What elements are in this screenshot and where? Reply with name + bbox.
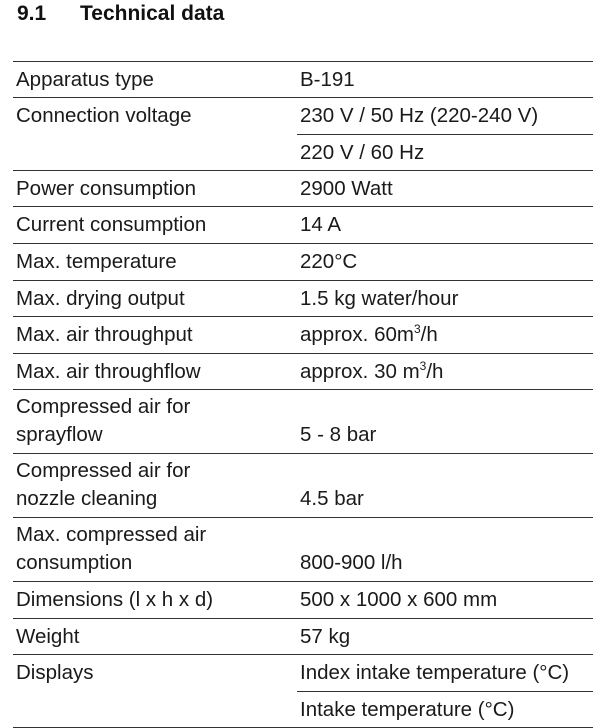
row-value-secondary: Intake temperature (°C) [300, 698, 515, 721]
row-label: Max. compressed air [16, 523, 207, 546]
table-row-weight [13, 619, 593, 655]
row-value: 1.5 kg water/hour [300, 287, 459, 310]
row-subdivider [297, 691, 593, 692]
table-row-power-consumption [13, 171, 593, 207]
row-label-line2: sprayflow [16, 423, 103, 446]
row-value: approx. 30 $m^3/h$ [300, 359, 444, 383]
row-value-secondary: 220 V / 60 Hz [300, 141, 425, 164]
row-label: Current consumption [16, 213, 207, 236]
row-label: Apparatus type [16, 68, 154, 91]
row-label: Compressed air for [16, 395, 191, 418]
section-heading [17, 2, 224, 26]
row-value: 14 A [300, 213, 342, 236]
row-label-line2: nozzle cleaning [16, 487, 158, 510]
section-number: 9.1 [17, 2, 47, 25]
row-value: 57 kg [300, 625, 351, 648]
section-title: Technical data [80, 2, 225, 25]
row-label: Max. air throughflow [16, 360, 201, 383]
row-value: 2900 Watt [300, 177, 393, 200]
row-value: approx. $60m^3/h$ [300, 322, 438, 346]
table-row-dimensions [13, 582, 593, 619]
table-row-max-compressed-air-consumption [13, 518, 593, 582]
row-value: B-191 [300, 68, 355, 91]
technical-data-table [13, 61, 593, 728]
table-row-max-drying-output [13, 281, 593, 317]
row-label: Weight [16, 625, 80, 648]
row-label: Connection voltage [16, 104, 192, 127]
table-row-compressed-air-nozzle-cleaning [13, 454, 593, 518]
row-subdivider [297, 134, 593, 135]
row-label: Dimensions (l x h x d) [16, 588, 214, 611]
table-row-max-air-throughflow [13, 354, 593, 390]
row-label: Max. temperature [16, 250, 177, 273]
row-value: 4.5 bar [300, 487, 364, 510]
table-row-apparatus-type [13, 62, 593, 98]
row-value: Index intake temperature (°C) [300, 661, 570, 684]
row-value: 5 - 8 bar [300, 423, 377, 446]
row-value: 500 x 1000 x 600 mm [300, 588, 498, 611]
row-value: 800-900 l/h [300, 551, 403, 574]
table-row-max-air-throughput [13, 317, 593, 354]
table-row-displays [13, 655, 593, 728]
row-value: 220°C [300, 250, 358, 273]
row-label: Compressed air for [16, 459, 191, 482]
row-value: 230 V / 50 Hz (220-240 V) [300, 104, 539, 127]
table-row-connection-voltage [13, 98, 593, 171]
row-label: Max. drying output [16, 287, 185, 310]
table-row-max-temperature [13, 244, 593, 281]
row-label: Displays [16, 661, 94, 684]
row-label: Max. air throughput [16, 323, 193, 346]
row-label: Power consumption [16, 177, 197, 200]
table-row-current-consumption [13, 207, 593, 244]
table-row-compressed-air-sprayflow [13, 390, 593, 454]
row-label-line2: consumption [16, 551, 133, 574]
